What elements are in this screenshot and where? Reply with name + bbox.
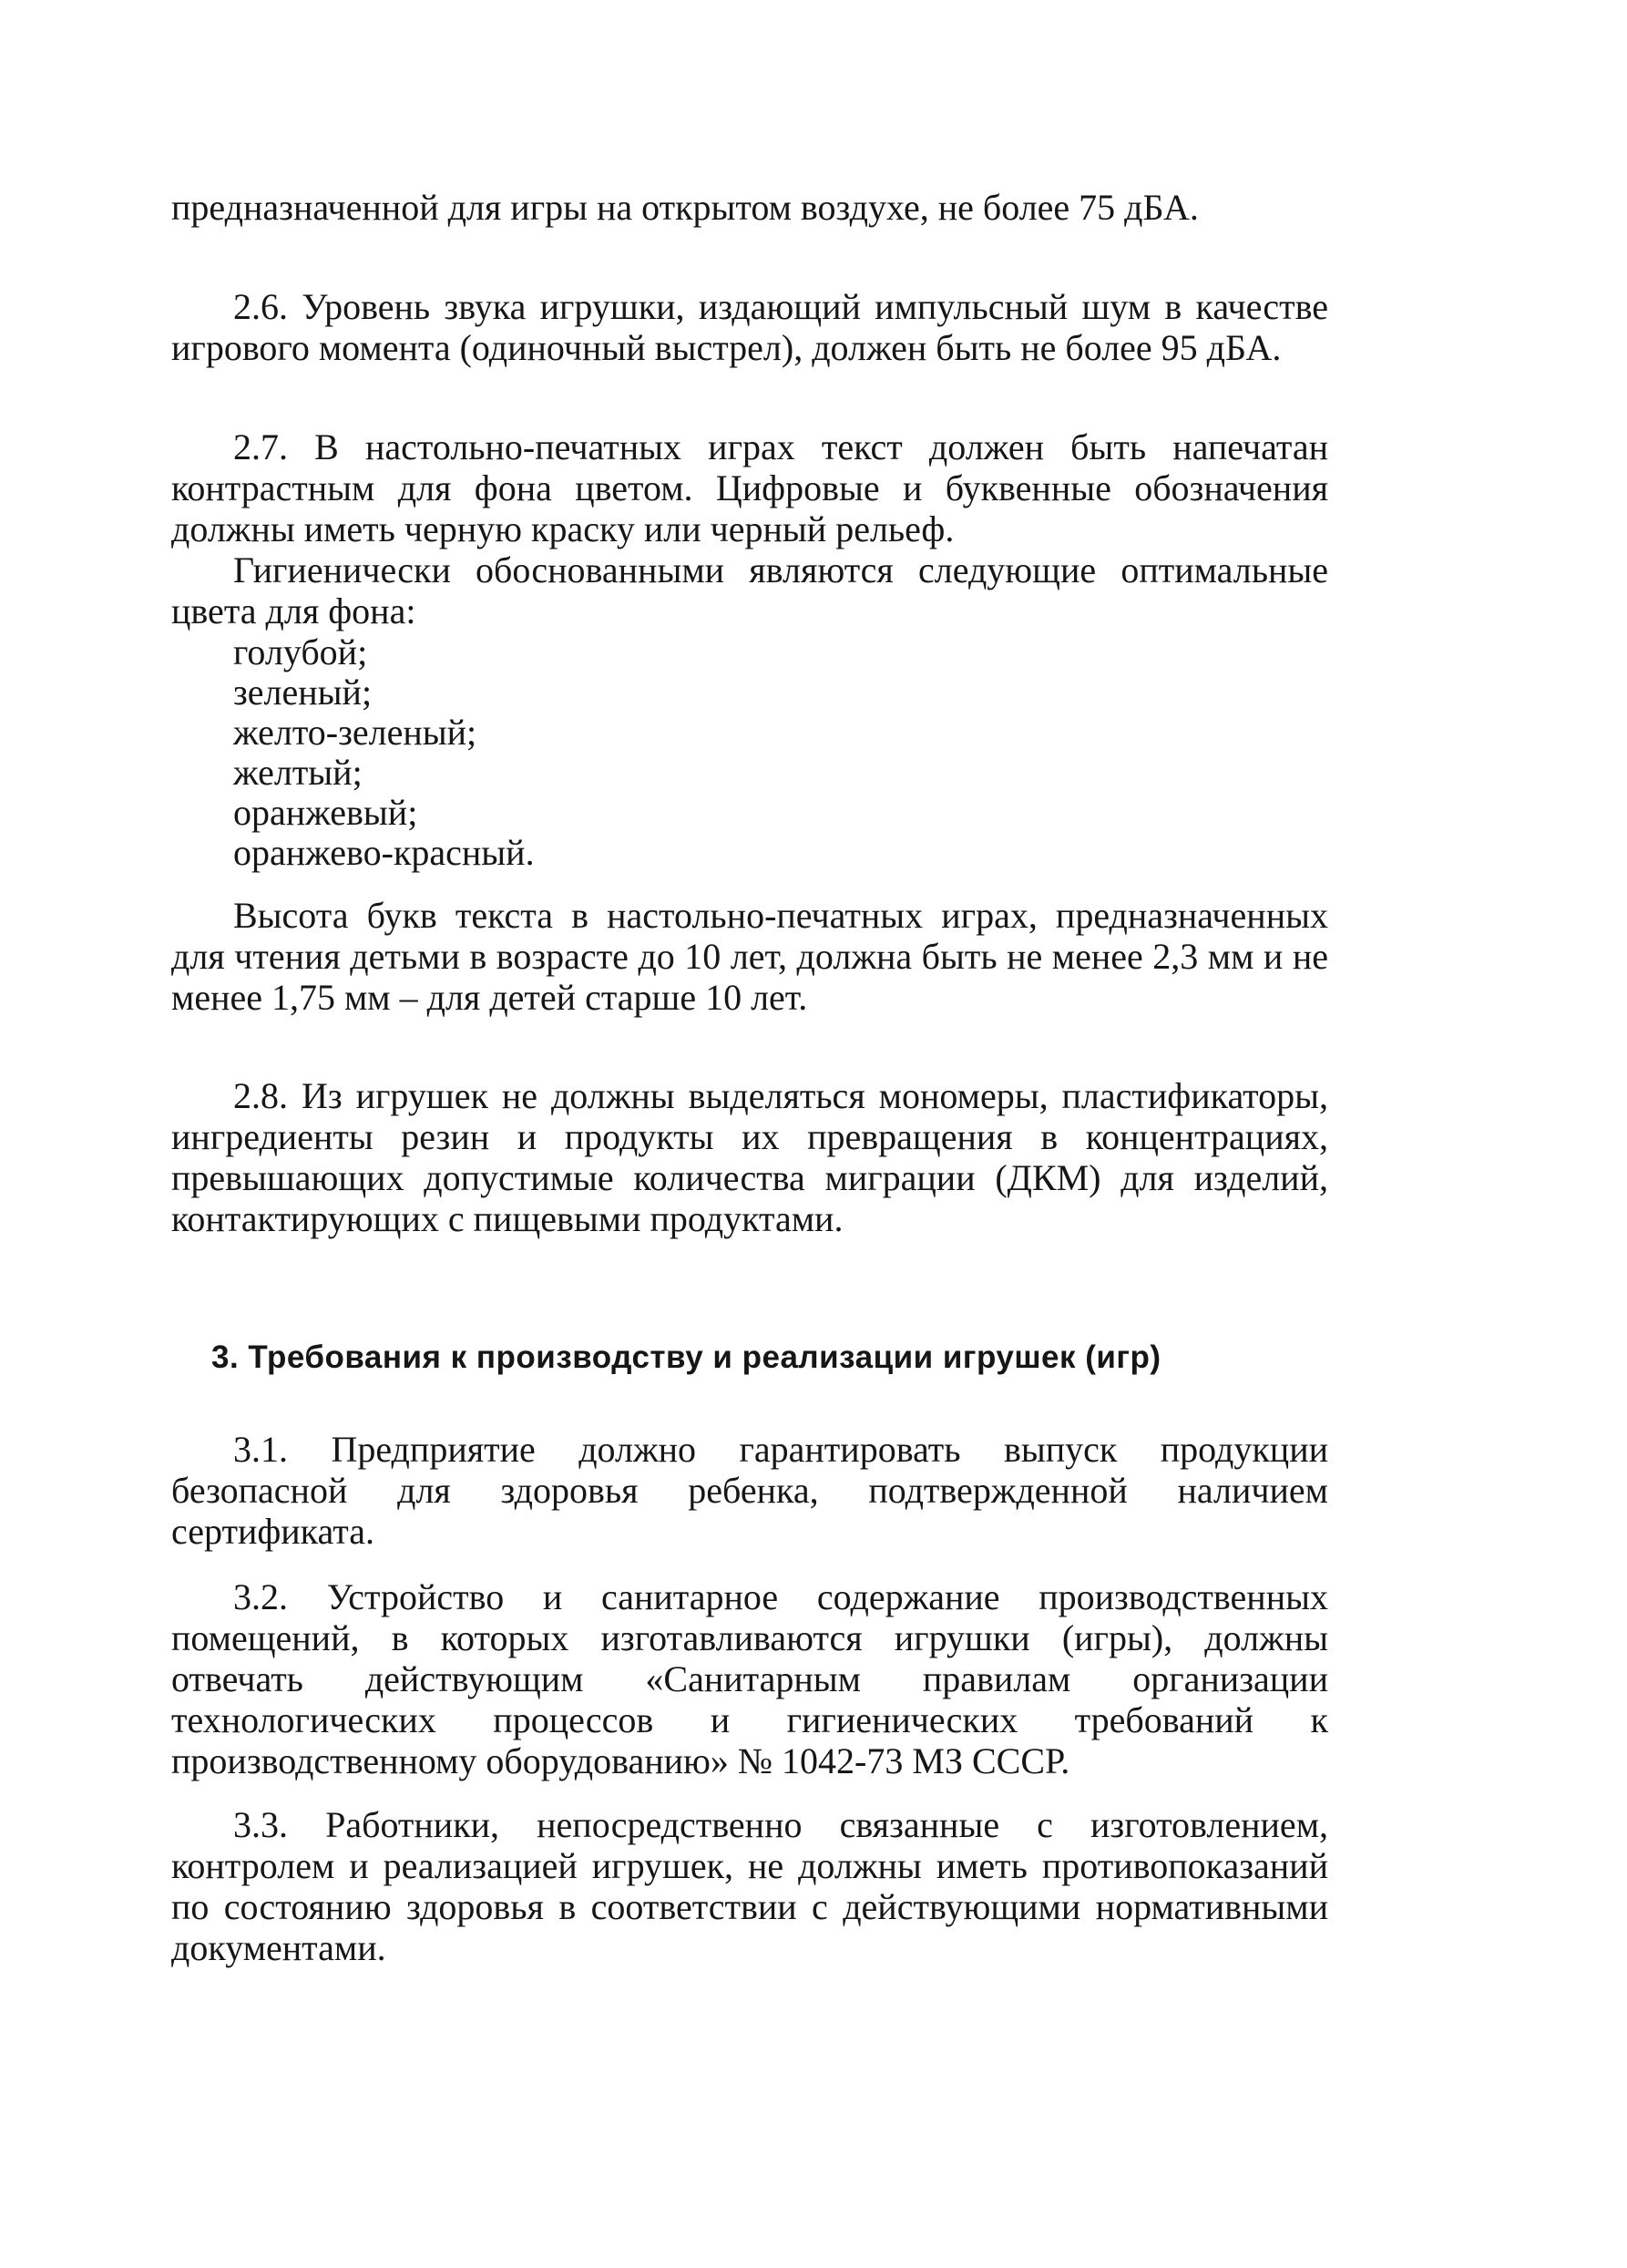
paragraph-optimal-colors <box>171 549 1328 631</box>
list-item: голубой; <box>233 631 368 672</box>
paragraph-outdoor-noise <box>171 187 1328 228</box>
list-item: зеленый; <box>233 672 373 713</box>
paragraph-text: 3.2. Устройство и санитарное содержание производственных помещений, в которых изготавливаются игрушки (игры), должны отвечать действующим «Санитарным правилам организации технологических процессов и гигиенических требований к производственному оборудованию» № 1042-73 МЗ СССР. <box>171 1576 1328 1781</box>
paragraph-text: 3.1. Предприятие должно гарантировать выпуск продукции безопасной для здоровья ребенка, подтвержденной наличием сертификата. <box>171 1429 1328 1552</box>
paragraph-2-6 <box>171 286 1328 368</box>
paragraph-text: 2.6. Уровень звука игрушки, издающий импульсный шум в качестве игрового момента (одиночный выстрел), должен быть не более 95 дБА. <box>171 286 1328 368</box>
paragraph-3-3 <box>171 1804 1328 1968</box>
paragraph-text: предназначенной для игры на открытом воздухе, не более 75 дБА. <box>171 187 1199 228</box>
paragraph-text: 2.7. В настольно-печатных играх текст должен быть напечатан контрастным для фона цветом. Цифровые и буквенные обозначения должны иметь черную краску или черный рельеф. <box>171 426 1328 549</box>
paragraph-text: Высота букв текста в настольно-печатных играх, предназначенных для чтения детьми в возрасте до 10 лет, должна быть не менее 2,3 мм и не менее 1,75 мм – для детей старше 10 лет. <box>171 895 1328 1018</box>
paragraph-2-8 <box>171 1075 1328 1239</box>
list-item: желто-зеленый; <box>233 712 477 753</box>
paragraph-letter-height <box>171 895 1328 1018</box>
paragraph-text: 3.3. Работники, непосредственно связанные с изготовлением, контролем и реализацией игрушек, не должны иметь противопоказаний по состоянию здоровья в соответствии с действующими нормативными документами. <box>171 1804 1328 1968</box>
section-heading: 3. Требования к производству и реализации игрушек (игр) <box>211 1339 1161 1375</box>
list-item: желтый; <box>233 752 363 793</box>
paragraph-text: 2.8. Из игрушек не должны выделяться мономеры, пластификаторы, ингредиенты резин и продукты их превращения в концентрациях, превышающих допустимые количества миграции (ДКМ) для изделий, контактирующих с пищевыми продуктами. <box>171 1075 1328 1239</box>
paragraph-text: Гигиенически обоснованными являются следующие оптимальные цвета для фона: <box>171 549 1328 631</box>
paragraph-3-2 <box>171 1576 1328 1781</box>
list-item: оранжево-красный. <box>233 832 535 873</box>
list-item: оранжевый; <box>233 792 418 833</box>
paragraph-2-7 <box>171 426 1328 549</box>
color-list <box>171 632 1328 873</box>
paragraph-3-1 <box>171 1429 1328 1552</box>
